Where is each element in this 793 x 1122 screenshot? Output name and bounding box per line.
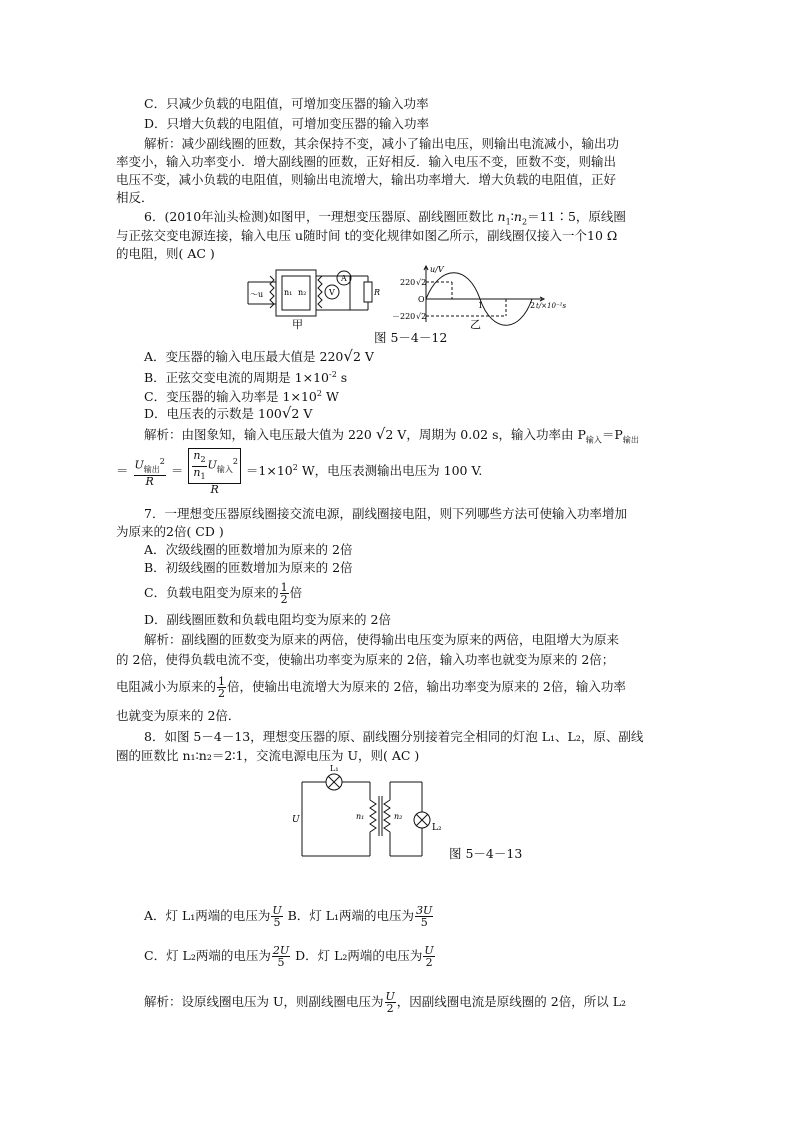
x-axis-label: t/×10⁻²s [536,302,567,310]
ammeter-icon: A [341,274,347,283]
transformer-circuit-jia [248,270,372,316]
voltage-u-label: U [292,815,300,825]
figure-label-jia: 甲 [292,318,303,331]
option-d-q7: D．副线圈匝数和负载电阻均变为原来的 2倍 [144,612,391,627]
question-6-line3: 的电阻，则( AC ) [116,246,215,261]
analysis-q5-line3: 电压不变，减小负载的电阻值，则输出电流增大，输出功率增大．增大负载的电阻值，正好 [116,172,617,187]
n2-label: n₂ [298,288,307,297]
fraction-u-over-2-analysis: $\frac{U}{2}$ [385,990,395,1015]
analysis-q5-line1: 解析：减少副线圈的匝数，其余保持不变，减小了输出电压，则输出电流减小，输出功 [144,136,620,151]
option-c-q5: C．只减少负载的电阻值，可增加变压器的输入功率 [144,96,429,111]
question-7-line2: 为原来的2倍( CD ) [116,524,224,539]
fraction-2u-over-5: $\frac{2U}{5}$ [272,944,290,969]
origin-label: O [418,295,425,304]
analysis-q6-equation: ＝ $\frac{U_{输出}^2}{R}$ ＝ $\frac{n_2}{n_1}$ $U_{输入}^2$ R $=1\times 10^2$ W，电压表测输出电压为 100 V. [116,449,483,496]
source-label: ～u [250,290,264,299]
l1-label: L₁ [330,764,339,773]
voltmeter-icon: V [329,288,335,297]
option-d-q6: D．电压表的示数是 100√2 V [144,404,313,422]
option-c-q6: C．变压器的输入功率是 $1\times 10^2$ W [144,389,339,405]
option-a-q7: A．次级线圈的匝数增加为原来的 2倍 [144,542,353,557]
option-a-q6: A．变压器的输入电压最大值是 220√2 V [144,347,374,365]
options-a-b-q8: A．灯 L₁两端的电压为 $\frac{U}{5}$ B．灯 L₁两端的电压为 $\frac{3U}{5}$ [144,904,433,929]
y-axis-label: u/V [430,265,444,274]
options-c-d-q8: C．灯 L₂两端的电压为 $\frac{2U}{5}$ D．灯 L₂两端的电压为 $\frac{U}{2}$ [144,944,434,969]
option-b-q6: B．正弦交变电流的周期是 $1\times 10^{-2}$ s [144,370,348,386]
resistor-label: R [374,288,381,297]
n2-label-fig13: n₂ [394,812,403,821]
figure-5-4-13 [290,764,460,864]
question-8-line2: 圈的匝数比 n₁∶n₂＝2∶1，交流电源电压为 U，则( AC ) [116,748,420,763]
fraction-turns-ratio-squared: $\frac{n_2}{n_1}$ $U_{输入}^2$ R [188,448,241,494]
analysis-q7-line4: 也就变为原来的 2倍． [116,708,241,723]
l2-label: L₂ [432,823,442,833]
figure-caption-13: 图 5－4－13 [449,846,523,861]
analysis-q7-line2: 的 2倍，使得负载电流不变，使输出功率变为原来的 2倍，输入功率也就变为原来的 2倍； [116,652,615,667]
question-6-line1: 6．(2010年汕头检测)如图甲，一理想变压器原、副线圈匝数比 $n_1∶n_2=11∶5$，原线圈 [144,209,626,227]
analysis-q7-line3: 电阻减小为原来的 $\frac{1}{2}$ 倍，使输出电流增大为原来的 2倍，输出功率变为原来的 2倍，输入功率 [116,675,626,700]
question-7-line1: 7．一理想变压器原线圈接交流电源，副线圈接电阻，则下列哪些方法可使输入功率增加 [144,506,627,521]
n1-label-fig13: n₁ [356,812,365,821]
voltage-waveform-graph [424,266,544,325]
tick-neg-220: －220 [392,312,416,321]
analysis-q8-line1: 解析：设原线圈电压为 U，则副线圈电压为 $\frac{U}{2}$ ，因副线圈电流是原线圈的 2倍，所以 L₂ [144,990,627,1015]
question-6-line2: 与正弦交变电源连接，输入电压 u随时间 t的变化规律如图乙所示，副线圈仅接入一个10 Ω [116,228,618,243]
analysis-q7-line1: 解析：副线圈的匝数变为原来的两倍，使得输出电压变为原来的两倍，电阻增大为原来 [144,632,620,647]
analysis-q5-line2: 率变小，输入功率变小．增大副线圈的匝数，正好相反．输入电压不变，匝数不变，则输出 [116,154,617,169]
lamp-l1-icon [326,774,342,790]
tick-neg-220-sqrt: √2 [416,312,427,321]
fraction-u-over-2: $\frac{U}{2}$ [424,944,434,969]
n1-label: n₁ [284,288,293,297]
figure-label-yi: 乙 [470,318,481,331]
analysis-q6-line1: 解析：由图象知，输入电压最大值为 220 √2 V，周期为 0.02 s，输入功率由 $P_{输入}=P_{输出}$ [144,425,639,445]
fraction-3u-over-5: $\frac{3U}{5}$ [416,904,433,929]
tick-220: 220 [400,278,416,287]
option-b-q7: B．初级线圈的匝数增加为原来的 2倍 [144,560,353,575]
fraction-u-squared-over-r: $\frac{U_{输出}^2}{R}$ [134,457,165,489]
question-8-line1: 8．如图 5－4－13，理想变压器的原、副线圈分别接着完全相同的灯泡 L₁、L₂，原、副线 [144,729,644,744]
figure-caption-12: 图 5－4－12 [374,330,448,345]
fraction-u-over-5: $\frac{U}{5}$ [272,904,282,929]
lamp-l2-icon [414,812,430,828]
fraction-one-half: $\frac{1}{2}$ [280,581,288,606]
fraction-one-half-2: $\frac{1}{2}$ [218,675,226,700]
option-c-q7: C．负载电阻变为原来的 $\frac{1}{2}$ 倍 [144,581,303,606]
tick-2: 2 [530,301,536,310]
tick-220-sqrt: √2 [416,278,427,287]
tick-1: 1 [478,301,484,310]
analysis-q5-line4: 相反． [116,190,154,205]
option-d-q5: D．只增大负载的电阻值，可增加变压器的输入功率 [144,116,430,131]
